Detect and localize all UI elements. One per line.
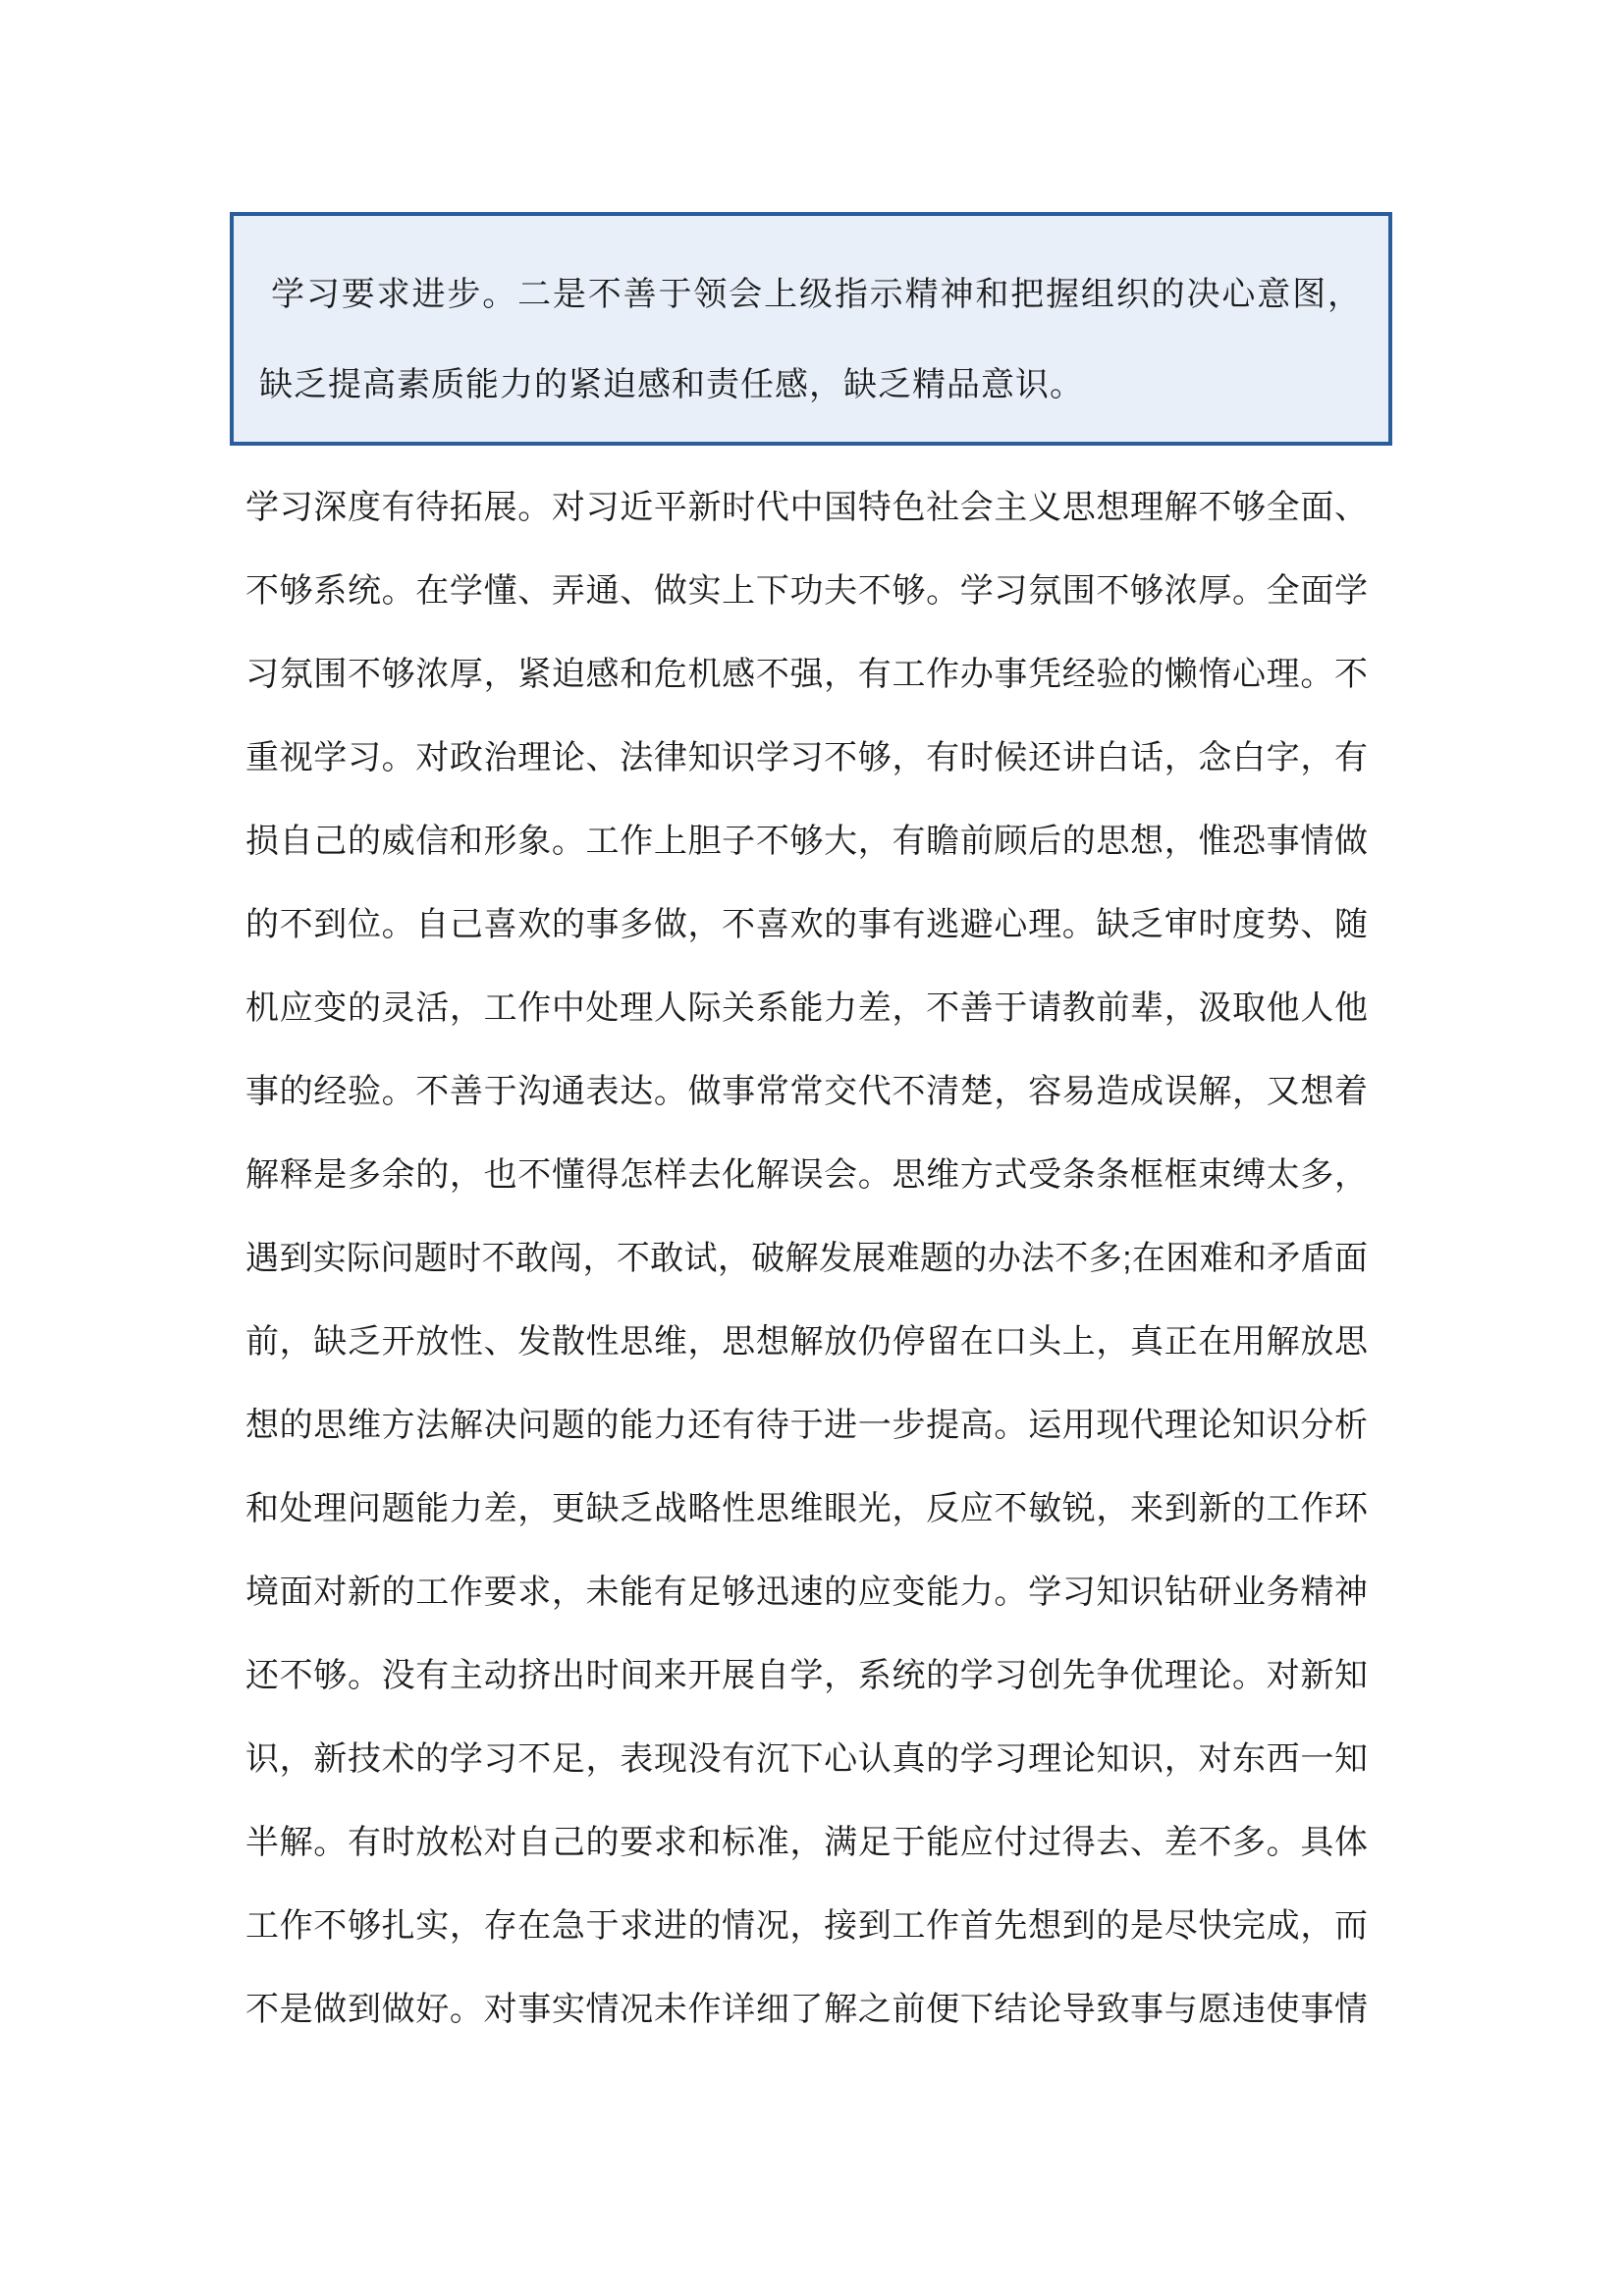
body-line: 半解。有时放松对自己的要求和标准，满足于能应付过得去、差不多。具体: [245, 1824, 1368, 1861]
body-line: 识，新技术的学习不足，表现没有沉下心认真的学习理论知识，对东西一知: [245, 1740, 1368, 1778]
body-line: 遇到实际问题时不敢闯，不敢试，破解发展难题的办法不多;在困难和矛盾面: [245, 1240, 1368, 1277]
body-line: 前，缺乏开放性、发散性思维，思想解放仍停留在口头上，真正在用解放思: [245, 1323, 1368, 1361]
body-line: 和处理问题能力差，更缺乏战略性思维眼光，反应不敏锐，来到新的工作环: [245, 1490, 1368, 1527]
body-line: 境面对新的工作要求，未能有足够迅速的应变能力。学习知识钻研业务精神: [245, 1574, 1368, 1611]
body-line: 还不够。没有主动挤出时间来开展自学，系统的学习创先争优理论。对新知: [245, 1657, 1368, 1694]
callout-line: 学习要求进步。二是不善于领会上级指示精神和把握组织的决心意图，: [271, 276, 1361, 313]
body-line: 不够系统。在学懂、弄通、做实上下功夫不够。学习氛围不够浓厚。全面学: [245, 572, 1368, 610]
body-line: 学习深度有待拓展。对习近平新时代中国特色社会主义思想理解不够全面、: [245, 489, 1368, 526]
body-line: 重视学习。对政治理论、法律知识学习不够，有时候还讲白话，念白字，有: [245, 739, 1368, 776]
body-line: 不是做到做好。对事实情况未作详细了解之前便下结论导致事与愿违使事情: [245, 1991, 1368, 2028]
body-line: 想的思维方法解决问题的能力还有待于进一步提高。运用现代理论知识分析: [245, 1407, 1368, 1444]
body-line: 的不到位。自己喜欢的事多做，不喜欢的事有逃避心理。缺乏审时度势、随: [245, 906, 1368, 943]
body-line: 工作不够扎实，存在急于求进的情况，接到工作首先想到的是尽快完成，而: [245, 1907, 1368, 1945]
body-line: 损自己的威信和形象。工作上胆子不够大，有瞻前顾后的思想，惟恐事情做: [245, 823, 1368, 860]
body-line: 习氛围不够浓厚，紧迫感和危机感不强，有工作办事凭经验的懒惰心理。不: [245, 656, 1368, 693]
body-paragraph: [245, 466, 1368, 2052]
body-line: 事的经验。不善于沟通表达。做事常常交代不清楚，容易造成误解，又想着: [245, 1073, 1368, 1110]
body-line: 解释是多余的，也不懂得怎样去化解误会。思维方式受条条框框束缚太多，: [245, 1156, 1368, 1194]
highlighted-callout-box: [230, 212, 1392, 446]
callout-line: 缺乏提高素质能力的紧迫感和责任感，缺乏精品意识。: [259, 366, 1084, 403]
body-line: 机应变的灵活，工作中处理人际关系能力差，不善于请教前辈，汲取他人他: [245, 989, 1368, 1027]
